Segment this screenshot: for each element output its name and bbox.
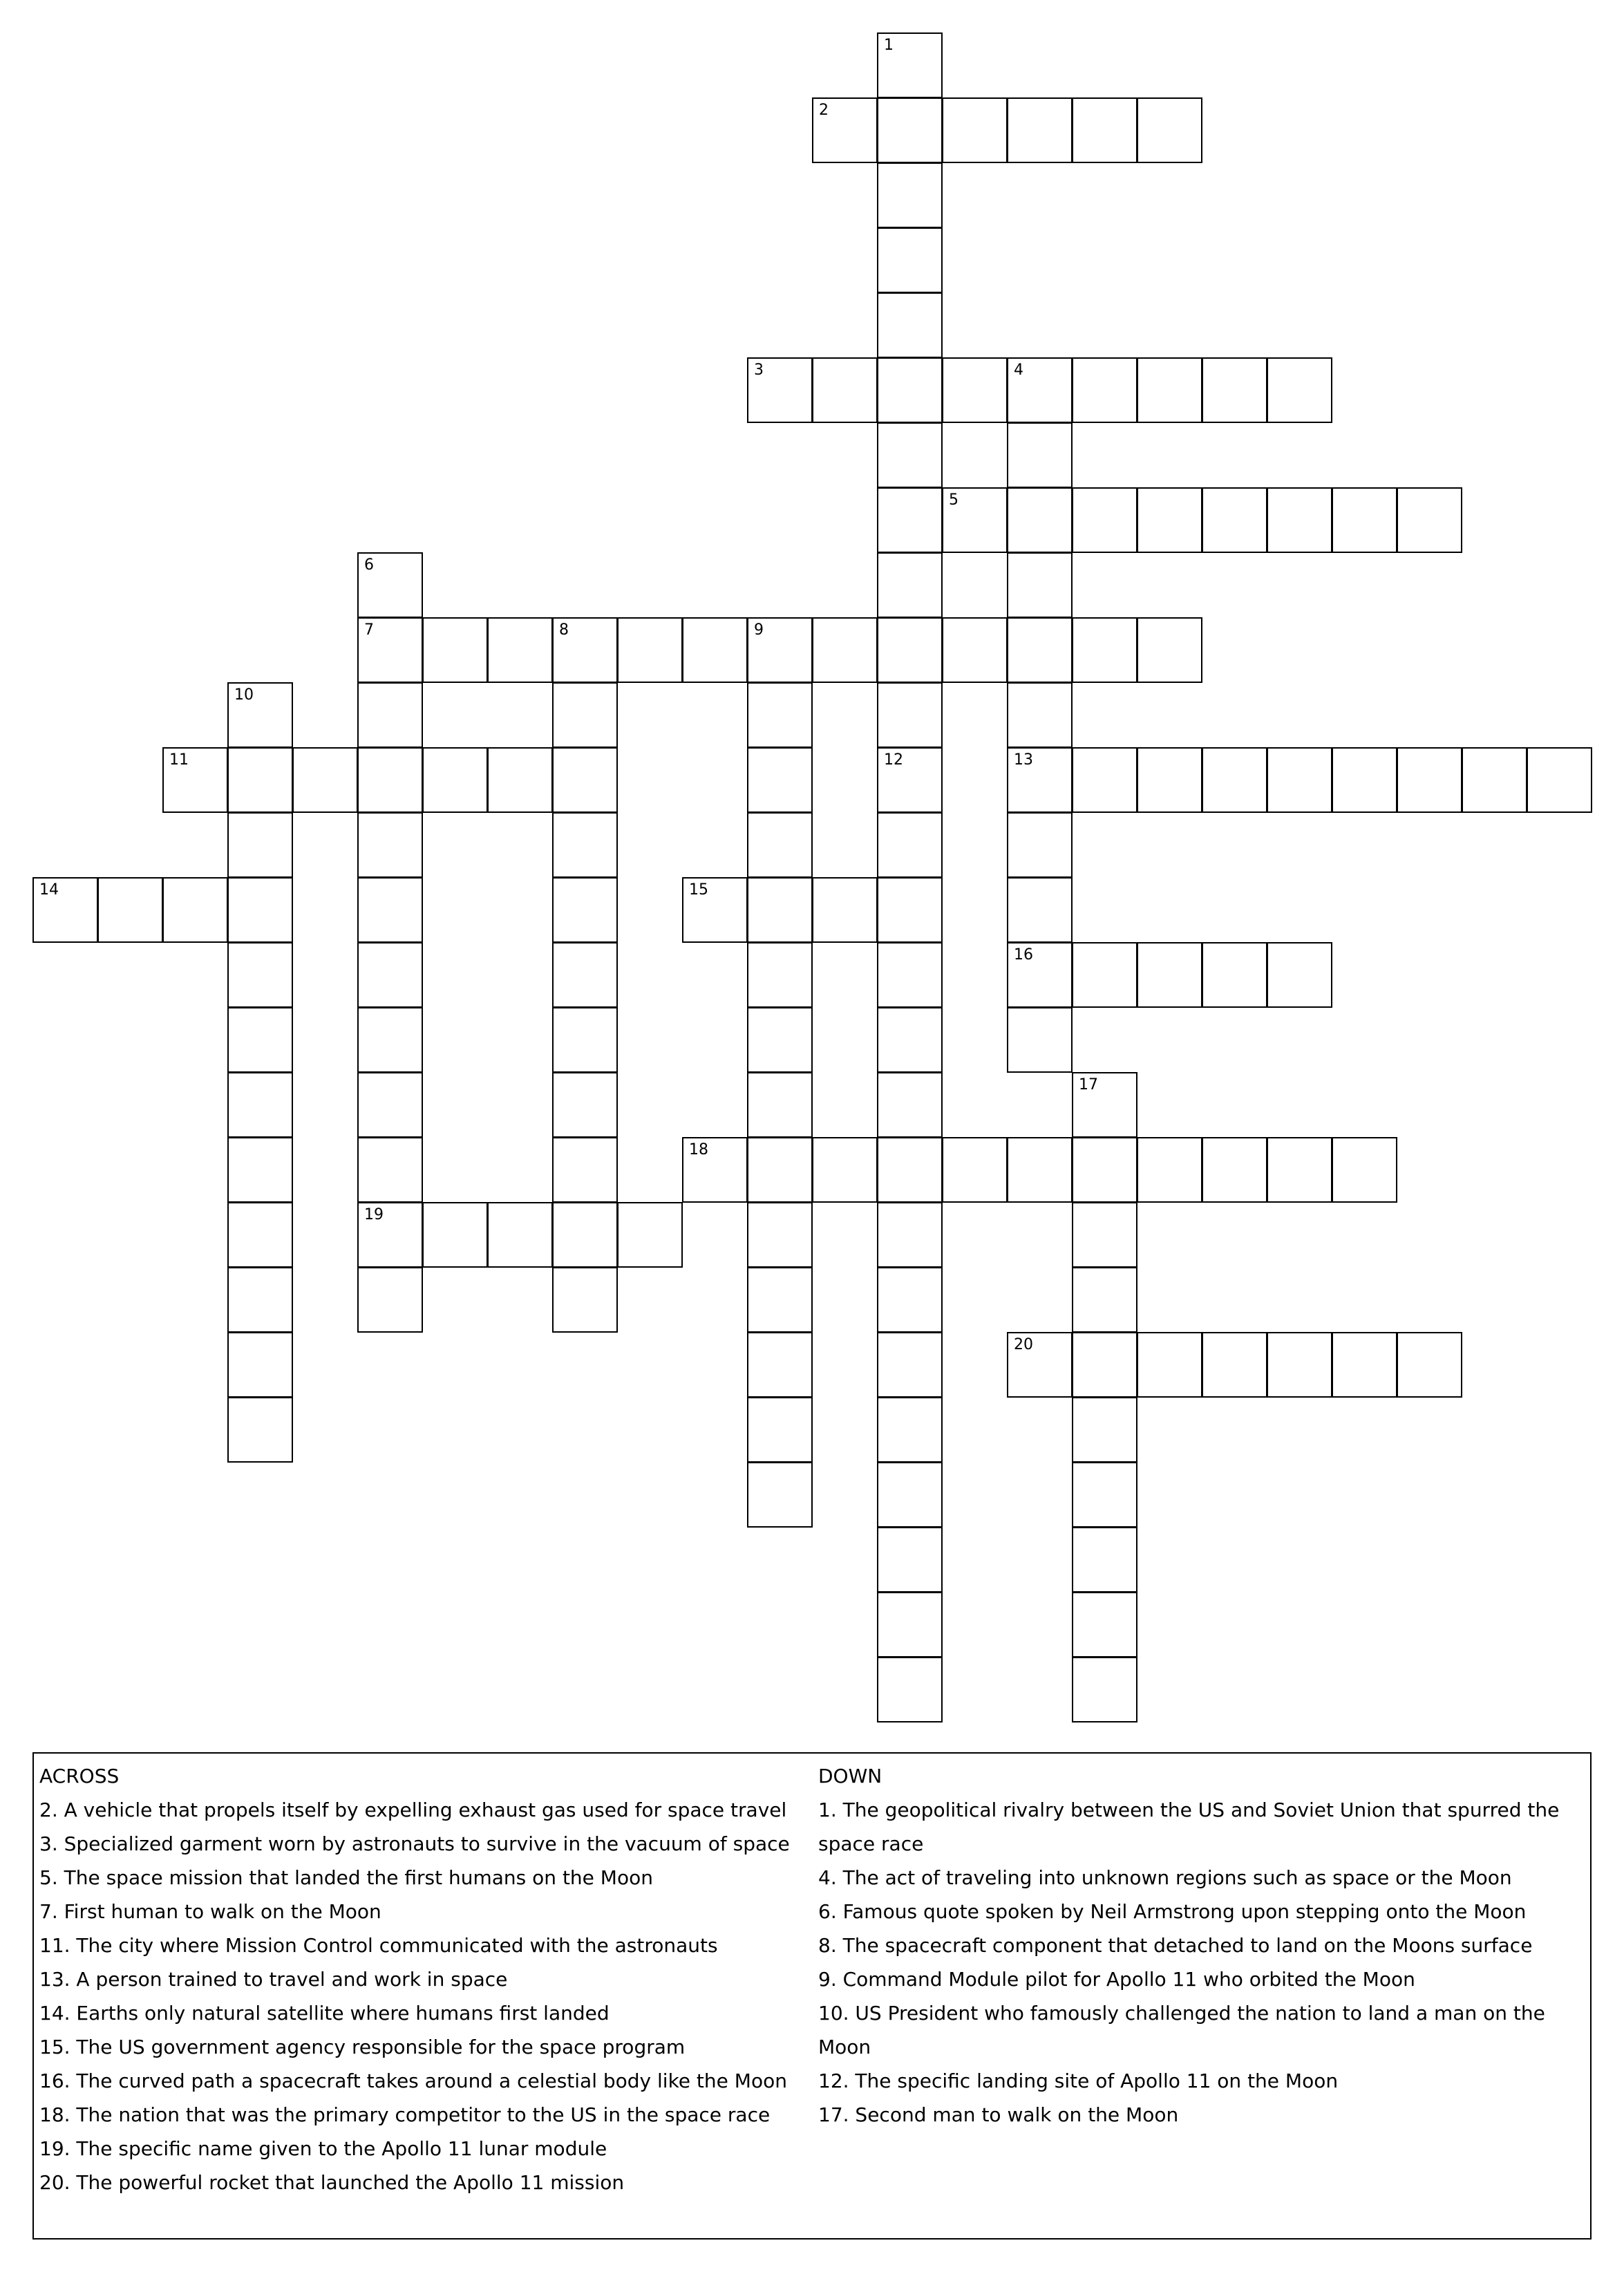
grid-cell[interactable]	[877, 747, 943, 813]
grid-cell[interactable]	[877, 617, 943, 683]
grid-cell[interactable]	[1072, 1657, 1137, 1722]
down-clue: 4. The act of traveling into unknown regions such as space or the Moon	[818, 1866, 1512, 1889]
grid-cell[interactable]	[487, 1202, 553, 1268]
grid-cell[interactable]	[1072, 747, 1137, 813]
grid-cell[interactable]	[552, 617, 618, 683]
grid-cell[interactable]	[1072, 1072, 1137, 1138]
grid-cell[interactable]	[227, 1007, 293, 1073]
grid-cell[interactable]	[227, 942, 293, 1008]
grid-cell[interactable]	[357, 617, 423, 683]
grid-cell[interactable]	[942, 97, 1008, 163]
grid-cell[interactable]	[747, 1007, 813, 1073]
grid-cell[interactable]	[1137, 617, 1202, 683]
cell-number: 8	[559, 621, 569, 639]
grid-cell[interactable]	[747, 1072, 813, 1138]
grid-cell[interactable]	[357, 942, 423, 1008]
grid-cell[interactable]	[747, 1137, 813, 1203]
grid-cell[interactable]	[1267, 747, 1332, 813]
grid-cell[interactable]	[877, 97, 943, 163]
grid-cell[interactable]	[227, 1072, 293, 1138]
across-clue: 3. Specialized garment worn by astronauts to survive in the vacuum of space	[39, 1832, 790, 1855]
grid-cell[interactable]	[1137, 357, 1202, 423]
cell-number: 14	[39, 881, 59, 899]
across-clue: 2. A vehicle that propels itself by expelling exhaust gas used for space travel	[39, 1799, 787, 1821]
cell-number: 12	[884, 751, 903, 769]
grid-cell[interactable]	[1332, 487, 1397, 553]
grid-cell[interactable]	[747, 812, 813, 878]
grid-cell[interactable]	[1072, 1332, 1137, 1398]
grid-cell[interactable]	[877, 812, 943, 878]
grid-cell[interactable]	[1202, 942, 1267, 1008]
grid-cell[interactable]	[747, 942, 813, 1008]
grid-cell[interactable]	[1072, 942, 1137, 1008]
grid-cell[interactable]	[1202, 357, 1267, 423]
grid-cell[interactable]	[1137, 97, 1202, 163]
cell-number: 9	[754, 621, 764, 639]
across-clue: 5. The space mission that landed the first humans on the Moon	[39, 1866, 653, 1889]
grid-cell[interactable]	[747, 1332, 813, 1398]
grid-cell[interactable]	[1137, 747, 1202, 813]
cell-number: 3	[754, 362, 764, 379]
down-clue: 17. Second man to walk on the Moon	[818, 2103, 1179, 2126]
grid-cell[interactable]	[877, 162, 943, 228]
grid-cell[interactable]	[1137, 942, 1202, 1008]
grid-cell[interactable]	[552, 812, 618, 878]
grid-cell[interactable]	[1397, 747, 1462, 813]
grid-cell[interactable]	[292, 747, 358, 813]
cell-number: 10	[234, 686, 254, 704]
grid-cell[interactable]	[877, 1397, 943, 1463]
grid-cell[interactable]	[97, 877, 163, 943]
clue-box	[32, 1752, 1592, 2240]
grid-cell[interactable]	[357, 682, 423, 748]
grid-cell[interactable]	[552, 682, 618, 748]
grid-cell[interactable]	[552, 942, 618, 1008]
grid-cell[interactable]	[747, 682, 813, 748]
down-clue: 8. The spacecraft component that detached to land on the Moons surface	[818, 1934, 1533, 1957]
grid-cell[interactable]	[1202, 747, 1267, 813]
cell-number: 4	[1014, 362, 1023, 379]
grid-cell[interactable]	[812, 877, 878, 943]
grid-cell[interactable]	[552, 1072, 618, 1138]
grid-cell[interactable]	[877, 1527, 943, 1593]
grid-cell[interactable]	[227, 1137, 293, 1203]
grid-cell[interactable]	[942, 487, 1008, 553]
grid-cell[interactable]	[227, 1332, 293, 1398]
grid-cell[interactable]	[1007, 747, 1073, 813]
grid-cell[interactable]	[1072, 1462, 1137, 1528]
grid-cell[interactable]	[357, 1137, 423, 1203]
grid-cell[interactable]	[1007, 942, 1073, 1008]
grid-cell[interactable]	[747, 1202, 813, 1268]
grid-cell[interactable]	[682, 1137, 748, 1203]
down-clue: 9. Command Module pilot for Apollo 11 who orbited the Moon	[818, 1968, 1415, 1991]
grid-cell[interactable]	[1072, 1202, 1137, 1268]
grid-cell[interactable]	[1202, 1332, 1267, 1398]
across-clue: 13. A person trained to travel and work in space	[39, 1968, 508, 1991]
grid-cell[interactable]	[812, 357, 878, 423]
grid-cell[interactable]	[552, 1267, 618, 1333]
grid-cell[interactable]	[877, 422, 943, 488]
cell-number: 6	[364, 556, 374, 574]
across-clue: 16. The curved path a spacecraft takes around a celestial body like the Moon	[39, 2069, 787, 2092]
grid-cell[interactable]	[1267, 942, 1332, 1008]
grid-cell[interactable]	[1267, 1137, 1332, 1203]
cell-number: 2	[819, 102, 829, 119]
grid-cell[interactable]	[617, 617, 683, 683]
grid-cell[interactable]	[877, 552, 943, 618]
grid-cell[interactable]	[877, 1007, 943, 1073]
grid-cell[interactable]	[877, 1332, 943, 1398]
grid-cell[interactable]	[422, 1202, 488, 1268]
grid-cell[interactable]	[552, 1202, 618, 1268]
grid-cell[interactable]	[422, 617, 488, 683]
grid-cell[interactable]	[227, 747, 293, 813]
grid-cell[interactable]	[877, 487, 943, 553]
grid-cell[interactable]	[1202, 487, 1267, 553]
grid-cell[interactable]	[487, 617, 553, 683]
grid-cell[interactable]	[747, 1462, 813, 1528]
grid-cell[interactable]	[942, 1137, 1008, 1203]
grid-cell[interactable]	[357, 1072, 423, 1138]
grid-cell[interactable]	[1007, 1007, 1073, 1073]
grid-cell[interactable]	[162, 747, 228, 813]
across-clue: 11. The city where Mission Control communicated with the astronauts	[39, 1934, 718, 1957]
grid-cell[interactable]	[877, 357, 943, 423]
down-clue: 12. The specific landing site of Apollo 11 on the Moon	[818, 2069, 1339, 2092]
grid-cell[interactable]	[942, 357, 1008, 423]
grid-cell[interactable]	[1007, 877, 1073, 943]
grid-cell[interactable]	[1202, 1137, 1267, 1203]
grid-cell[interactable]	[1072, 1527, 1137, 1593]
grid-cell[interactable]	[1267, 357, 1332, 423]
grid-cell[interactable]	[1007, 487, 1073, 553]
grid-cell[interactable]	[747, 747, 813, 813]
cell-number: 18	[689, 1141, 708, 1158]
grid-cell[interactable]	[552, 1007, 618, 1073]
grid-cell[interactable]	[1332, 1332, 1397, 1398]
grid-cell[interactable]	[422, 747, 488, 813]
grid-cell[interactable]	[357, 812, 423, 878]
grid-cell[interactable]	[552, 747, 618, 813]
grid-cell[interactable]	[877, 877, 943, 943]
grid-cell[interactable]	[877, 682, 943, 748]
grid-cell[interactable]	[1527, 747, 1592, 813]
down-heading: DOWN	[818, 1765, 882, 1787]
grid-cell[interactable]	[1332, 1137, 1397, 1203]
grid-cell[interactable]	[357, 1267, 423, 1333]
grid-cell[interactable]	[1007, 422, 1073, 488]
grid-cell[interactable]	[1007, 1137, 1073, 1203]
across-clue: 14. Earths only natural satellite where humans first landed	[39, 2002, 610, 2025]
grid-cell[interactable]	[1072, 1267, 1137, 1333]
grid-cell[interactable]	[812, 617, 878, 683]
across-clues	[39, 1759, 806, 2199]
grid-cell[interactable]	[1137, 1137, 1202, 1203]
grid-cell[interactable]	[552, 1137, 618, 1203]
down-clue: 6. Famous quote spoken by Neil Armstrong upon stepping onto the Moon	[818, 1900, 1527, 1923]
grid-cell[interactable]	[877, 292, 943, 358]
grid-cell[interactable]	[1072, 617, 1137, 683]
grid-cell[interactable]	[1072, 1592, 1137, 1658]
across-clue: 18. The nation that was the primary competitor to the US in the space race	[39, 2103, 771, 2126]
grid-cell[interactable]	[682, 877, 748, 943]
grid-cell[interactable]	[357, 747, 423, 813]
across-clue: 7. First human to walk on the Moon	[39, 1900, 381, 1923]
grid-cell[interactable]	[552, 877, 618, 943]
cell-number: 16	[1014, 946, 1033, 964]
grid-cell[interactable]	[32, 877, 98, 943]
grid-cell[interactable]	[227, 812, 293, 878]
grid-cell[interactable]	[1007, 812, 1073, 878]
grid-cell[interactable]	[812, 1137, 878, 1203]
grid-cell[interactable]	[1007, 552, 1073, 618]
grid-cell[interactable]	[227, 877, 293, 943]
grid-cell[interactable]	[1007, 357, 1073, 423]
grid-cell[interactable]	[227, 682, 293, 748]
across-clue: 15. The US government agency responsible for the space program	[39, 2036, 686, 2058]
grid-cell[interactable]	[1007, 682, 1073, 748]
grid-cell[interactable]	[1332, 747, 1397, 813]
grid-cell[interactable]	[1007, 617, 1073, 683]
grid-cell[interactable]	[877, 942, 943, 1008]
grid-cell[interactable]	[747, 1397, 813, 1463]
grid-cell[interactable]	[1007, 97, 1073, 163]
cell-number: 1	[884, 37, 894, 54]
cell-number: 20	[1014, 1336, 1033, 1353]
grid-cell[interactable]	[1072, 487, 1137, 553]
grid-cell[interactable]	[1137, 1332, 1202, 1398]
grid-cell[interactable]	[1267, 487, 1332, 553]
across-clue: 20. The powerful rocket that launched the Apollo 11 mission	[39, 2171, 625, 2194]
grid-cell[interactable]	[877, 1137, 943, 1203]
grid-cell[interactable]	[877, 1657, 943, 1722]
grid-cell[interactable]	[1072, 1137, 1137, 1203]
grid-cell[interactable]	[1072, 357, 1137, 423]
cell-number: 5	[949, 491, 959, 509]
grid-cell[interactable]	[227, 1397, 293, 1463]
grid-cell[interactable]	[487, 747, 553, 813]
grid-cell[interactable]	[1137, 487, 1202, 553]
grid-cell[interactable]	[812, 97, 878, 163]
grid-cell[interactable]	[877, 1072, 943, 1138]
grid-cell[interactable]	[357, 877, 423, 943]
grid-cell[interactable]	[747, 617, 813, 683]
cell-number: 15	[689, 881, 708, 899]
grid-cell[interactable]	[877, 1202, 943, 1268]
grid-cell[interactable]	[942, 617, 1008, 683]
grid-cell[interactable]	[877, 227, 943, 293]
cell-number: 19	[364, 1206, 384, 1223]
across-heading: ACROSS	[39, 1765, 120, 1787]
grid-cell[interactable]	[617, 1202, 683, 1268]
across-clue: 19. The specific name given to the Apollo 11 lunar module	[39, 2137, 607, 2160]
down-clues	[818, 1759, 1582, 2132]
grid-cell[interactable]	[1397, 487, 1462, 553]
grid-cell[interactable]	[1397, 1332, 1462, 1398]
grid-cell[interactable]	[227, 1267, 293, 1333]
grid-cell[interactable]	[877, 1462, 943, 1528]
grid-cell[interactable]	[747, 357, 813, 423]
grid-cell[interactable]	[877, 1592, 943, 1658]
down-clue: 1. The geopolitical rivalry between the US and Soviet Union that spurred the space race	[818, 1799, 1560, 1855]
grid-cell[interactable]	[1462, 747, 1527, 813]
grid-cell[interactable]	[357, 1202, 423, 1268]
grid-cell[interactable]	[162, 877, 228, 943]
down-clue: 10. US President who famously challenged the nation to land a man on the Moon	[818, 2002, 1545, 2058]
grid-cell[interactable]	[877, 32, 943, 98]
grid-cell[interactable]	[1072, 1397, 1137, 1463]
grid-cell[interactable]	[877, 1267, 943, 1333]
grid-cell[interactable]	[357, 552, 423, 618]
grid-cell[interactable]	[747, 877, 813, 943]
grid-cell[interactable]	[1007, 1332, 1073, 1398]
grid-cell[interactable]	[1267, 1332, 1332, 1398]
grid-cell[interactable]	[1072, 97, 1137, 163]
grid-cell[interactable]	[747, 1267, 813, 1333]
cell-number: 13	[1014, 751, 1033, 769]
cell-number: 11	[169, 751, 189, 769]
cell-number: 17	[1079, 1076, 1098, 1093]
grid-cell[interactable]	[357, 1007, 423, 1073]
cell-number: 7	[364, 621, 374, 639]
grid-cell[interactable]	[682, 617, 748, 683]
grid-cell[interactable]	[227, 1202, 293, 1268]
